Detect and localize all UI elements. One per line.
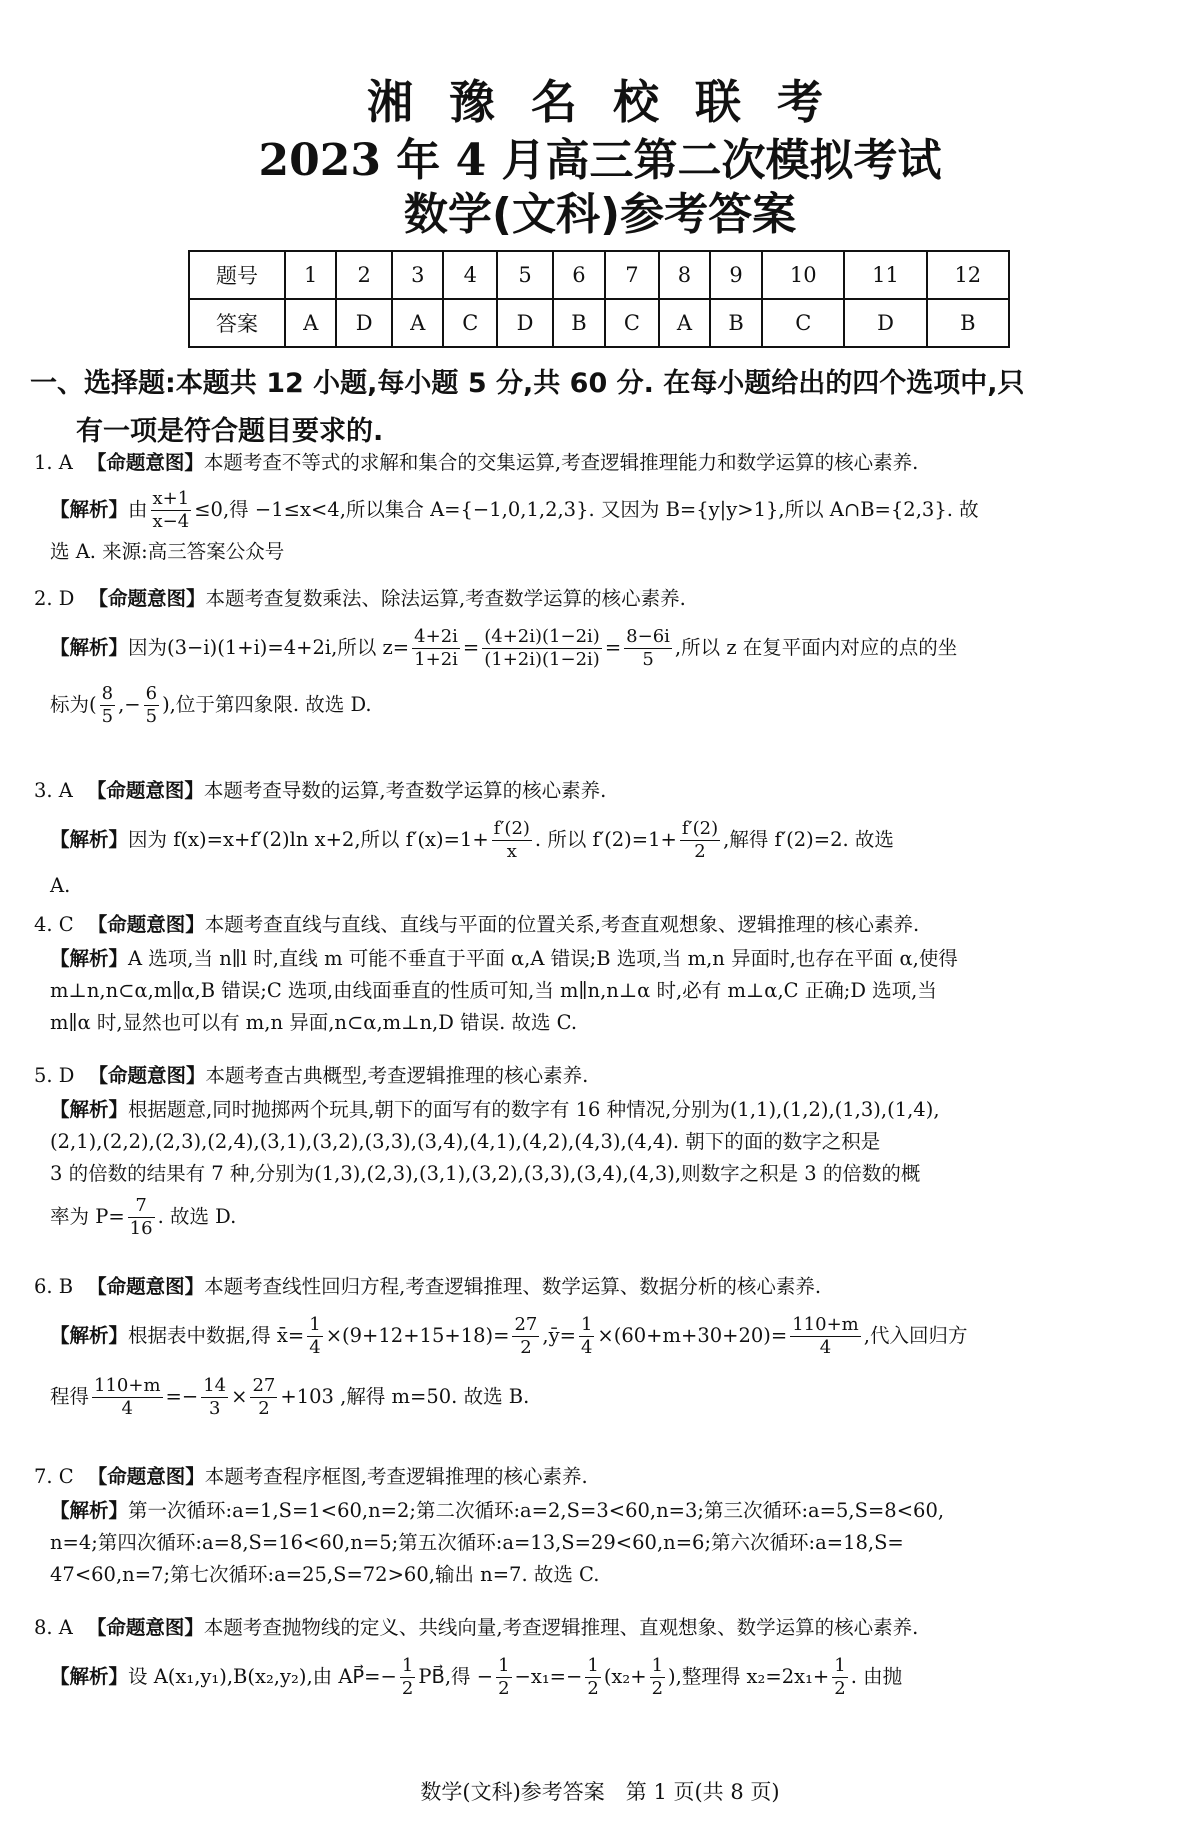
analysis-text: 程得 (50, 1385, 90, 1408)
answer-cell: B (553, 299, 605, 347)
question-number: 5. D (34, 1064, 75, 1087)
analysis-label: 【解析】 (50, 636, 129, 659)
question-6 (34, 1272, 1174, 1420)
section-one-heading (30, 360, 1180, 456)
fraction: $\frac{110+m}{4}$ (792, 1314, 859, 1358)
question-number-cell: 4 (443, 251, 497, 299)
fraction: $\frac{8}{5}$ (101, 683, 114, 727)
intent-label: 【命题意图】 (86, 1616, 204, 1639)
intent-text: 本题考查古典概型,考查逻辑推理的核心素养. (205, 1064, 589, 1087)
analysis-text: A 选项,当 n∥l 时,直线 m 可能不垂直于平面 α,A 错误;B 选项,当 m,n 异面时,也存在平面 α,使得 (128, 947, 958, 970)
intent-label: 【命题意图】 (87, 1465, 205, 1488)
analysis-text: 由 (128, 498, 148, 521)
analysis-text: (x₂+ (603, 1665, 647, 1688)
answer-cell: B (710, 299, 762, 347)
analysis-text: . 由抛 (850, 1665, 903, 1688)
answer-row (189, 299, 1009, 347)
analysis-text: 因为 f(x)=x+f′(2)ln x+2,所以 f′(x)=1+ (128, 828, 489, 851)
fraction: $\frac{4+2i}{1+2i}$ (414, 626, 458, 670)
analysis-text: 因为(3−i)(1+i)=4+2i,所以 z= (128, 636, 410, 659)
intent-label: 【命题意图】 (88, 1064, 206, 1087)
fraction: $\frac{x+1}{x-4}$ (152, 488, 190, 532)
analysis-text: A. (50, 874, 71, 897)
analysis-label: 【解析】 (50, 1098, 129, 1121)
exam-union-title: 湘 豫 名 校 联 考 (366, 75, 834, 129)
question-number-cell: 8 (659, 251, 710, 299)
question-number-cell: 7 (605, 251, 659, 299)
analysis-text: 第一次循环:a=1,S=1<60,n=2;第二次循环:a=2,S=3<60,n=3;第三次循环:a=5,S=8<60, (128, 1499, 945, 1522)
question-1 (34, 448, 1174, 567)
fraction: $\frac{6}{5}$ (145, 683, 158, 727)
analysis-text: × (231, 1385, 248, 1408)
analysis-label: 【解析】 (50, 1324, 129, 1347)
fraction: $\frac{7}{16}$ (129, 1195, 153, 1239)
analysis-text: 选 A. 来源:高三答案公众号 (50, 540, 285, 563)
analysis-text: 设 A(x₁,y₁),B(x₂,y₂),由 AP⃗=− (128, 1665, 397, 1688)
answer-cell: A (285, 299, 336, 347)
fraction: $\frac{1}{2}$ (498, 1655, 510, 1699)
question-number: 7. C (34, 1465, 74, 1488)
analysis-text: ,ȳ= (542, 1324, 576, 1347)
analysis-text: m∥α 时,显然也可以有 m,n 异面,n⊂α,m⊥n,D 错误. 故选 C. (50, 1011, 578, 1034)
fraction: $\frac{1}{2}$ (834, 1655, 846, 1699)
analysis-text: . 所以 f′(2)=1+ (534, 828, 677, 851)
analysis-label: 【解析】 (50, 498, 129, 521)
analysis-label: 【解析】 (50, 828, 129, 851)
analysis-text: ×(60+m+30+20)= (597, 1324, 788, 1347)
answer-cell: C (762, 299, 844, 347)
question-number-cell: 5 (497, 251, 553, 299)
question-number-cell: 11 (844, 251, 926, 299)
intent-label: 【命题意图】 (87, 913, 205, 936)
row-label-question: 题号 (189, 251, 285, 299)
question-number-cell: 3 (392, 251, 443, 299)
intent-label: 【命题意图】 (86, 779, 204, 802)
intent-text: 本题考查程序框图,考查逻辑推理的核心素养. (204, 1465, 588, 1488)
analysis-text: ×(9+12+15+18)= (325, 1324, 510, 1347)
section-heading-line-1: 一、选择题:本题共 12 小题,每小题 5 分,共 60 分. 在每小题给出的四个选项中,只 (30, 368, 1025, 399)
question-number: 2. D (34, 587, 75, 610)
intent-label: 【命题意图】 (86, 451, 204, 474)
analysis-text: 率为 P= (50, 1205, 125, 1228)
question-7 (34, 1462, 1174, 1590)
analysis-label: 【解析】 (50, 947, 129, 970)
analysis-text: 根据题意,同时抛掷两个玩具,朝下的面写有的数字有 16 种情况,分别为(1,1),(1,2),(1,3),(1,4), (128, 1098, 940, 1121)
page-footer: 数学(文科)参考答案 第 1 页(共 8 页) (420, 1780, 780, 1804)
fraction: $\frac{8-6i}{5}$ (626, 626, 670, 670)
fraction: $\frac{27}{2}$ (252, 1375, 276, 1419)
answer-cell: C (443, 299, 497, 347)
analysis-text: n=4;第四次循环:a=8,S=16<60,n=5;第五次循环:a=13,S=29<60,n=6;第六次循环:a=18,S= (50, 1531, 904, 1554)
intent-text: 本题考查不等式的求解和集合的交集运算,考查逻辑推理能力和数学运算的核心素养. (203, 451, 919, 474)
question-number-cell: 2 (336, 251, 392, 299)
analysis-text: . 故选 D. (157, 1205, 237, 1228)
row-label-answer: 答案 (189, 299, 285, 347)
analysis-text: ≤0,得 −1≤x<4,所以集合 A={−1,0,1,2,3}. 又因为 B={y|y>1},所以 A∩B={2,3}. 故 (194, 498, 979, 521)
analysis-text: ,代入回归方 (863, 1324, 968, 1347)
analysis-text: m⊥n,n⊂α,m∥α,B 错误;C 选项,由线面垂直的性质可知,当 m∥n,n⊥α 时,必有 m⊥α,C 正确;D 选项,当 (50, 979, 937, 1002)
intent-text: 本题考查导数的运算,考查数学运算的核心素养. (203, 779, 607, 802)
answer-cell: A (392, 299, 443, 347)
analysis-text: (2,1),(2,2),(2,3),(2,4),(3,1),(3,2),(3,3),(3,4),(4,1),(4,2),(4,3),(4,4). 朝下的面的数字之积是 (50, 1130, 881, 1153)
fraction: $\frac{1}{2}$ (401, 1655, 414, 1699)
intent-text: 本题考查线性回归方程,考查逻辑推理、数学运算、数据分析的核心素养. (204, 1275, 822, 1298)
analysis-label: 【解析】 (50, 1499, 129, 1522)
intent-label: 【命题意图】 (88, 587, 206, 610)
answer-cell: D (844, 299, 926, 347)
answer-cell: C (605, 299, 659, 347)
analysis-text: +103 ,解得 m=50. 故选 B. (280, 1385, 530, 1408)
intent-label: 【命题意图】 (87, 1275, 205, 1298)
answer-cell: B (927, 299, 1009, 347)
question-3 (34, 776, 1174, 901)
fraction: $\frac{1}{4}$ (580, 1314, 593, 1358)
question-number-cell: 6 (553, 251, 605, 299)
analysis-text: −x₁=− (514, 1665, 583, 1688)
fraction: $\frac{1}{4}$ (309, 1314, 321, 1358)
question-number-cell: 1 (285, 251, 336, 299)
question-number-cell: 12 (927, 251, 1009, 299)
question-number-cell: 9 (710, 251, 762, 299)
question-number-cell: 10 (762, 251, 844, 299)
intent-text: 本题考查抛物线的定义、共线向量,考查逻辑推理、直观想象、数学运算的核心素养. (203, 1616, 919, 1639)
fraction: $\frac{1}{2}$ (587, 1655, 599, 1699)
question-2: 2. D 【命题意图】本题考查复数乘法、除法运算,考查数学运算的核心素养. 【解析】因为(3−i)(1+i)=4+2i,所以 z= $\frac{4+2i}{1+2i}$ = $\frac{(4+2i)(1-2i)}{(1+2i)(1-2i)}$ = $\frac{8-6i}{5}$ ,所以 z 在复平面内对应的点的坐 标为( $\frac{8}{5}$ ,− $\frac{6}{5}$ ),位于第四象限. 故选 D. (34, 587, 958, 727)
answer-cell: D (497, 299, 553, 347)
question-number: 6. B (34, 1275, 74, 1298)
question-number: 4. C (34, 913, 74, 936)
question-number: 3. A (34, 779, 73, 802)
analysis-text: ),整理得 x₂=2x₁+ (668, 1665, 830, 1688)
section-heading-line-2: 有一项是符合题目要求的. (76, 416, 384, 447)
question-8 (34, 1613, 1174, 1700)
fraction: $\frac{f'(2)}{2}$ (681, 818, 719, 862)
intent-text: 本题考查直线与直线、直线与平面的位置关系,考查直观想象、逻辑推理的核心素养. (204, 913, 920, 936)
question-number: 1. A (34, 451, 73, 474)
analysis-text: =− (165, 1385, 199, 1408)
analysis-text: PB⃗,得 − (418, 1665, 494, 1688)
fraction: $\frac{110+m}{4}$ (94, 1375, 161, 1419)
question-5 (34, 1061, 1174, 1240)
fraction: $\frac{f'(2)}{x}$ (493, 818, 530, 862)
analysis-text: 标为( (50, 693, 97, 716)
analysis-text: ,所以 z 在复平面内对应的点的坐 (674, 636, 958, 659)
answer-cell: D (336, 299, 392, 347)
analysis-text: 3 的倍数的结果有 7 种,分别为(1,3),(2,3),(3,1),(3,2),(3,3),(3,4),(4,3),则数字之积是 3 的倍数的概 (50, 1162, 921, 1185)
analysis-text: ,解得 f′(2)=2. 故选 (723, 828, 894, 851)
fraction: $\frac{1}{2}$ (651, 1655, 664, 1699)
analysis-text: 47<60,n=7;第七次循环:a=25,S=72>60,输出 n=7. 故选 C. (50, 1563, 600, 1586)
question-4 (34, 910, 1174, 1038)
answer-key-title: 数学(文科)参考答案 (403, 189, 797, 240)
fraction: $\frac{(4+2i)(1-2i)}{(1+2i)(1-2i)}$ (484, 626, 600, 670)
analysis-label: 【解析】 (50, 1665, 129, 1688)
exam-name-title: 2023 年 4 月高三第二次模拟考试 (258, 135, 942, 186)
answer-table (188, 250, 1010, 348)
question-number-row (189, 251, 1009, 299)
analysis-text: 根据表中数据,得 x̄= (128, 1324, 305, 1347)
fraction: $\frac{27}{2}$ (514, 1314, 538, 1358)
analysis-text: ),位于第四象限. 故选 D. (162, 693, 372, 716)
answer-cell: A (659, 299, 710, 347)
intent-text: 本题考查复数乘法、除法运算,考查数学运算的核心素养. (205, 587, 686, 610)
fraction: $\frac{14}{3}$ (203, 1375, 227, 1419)
question-number: 8. A (34, 1616, 73, 1639)
